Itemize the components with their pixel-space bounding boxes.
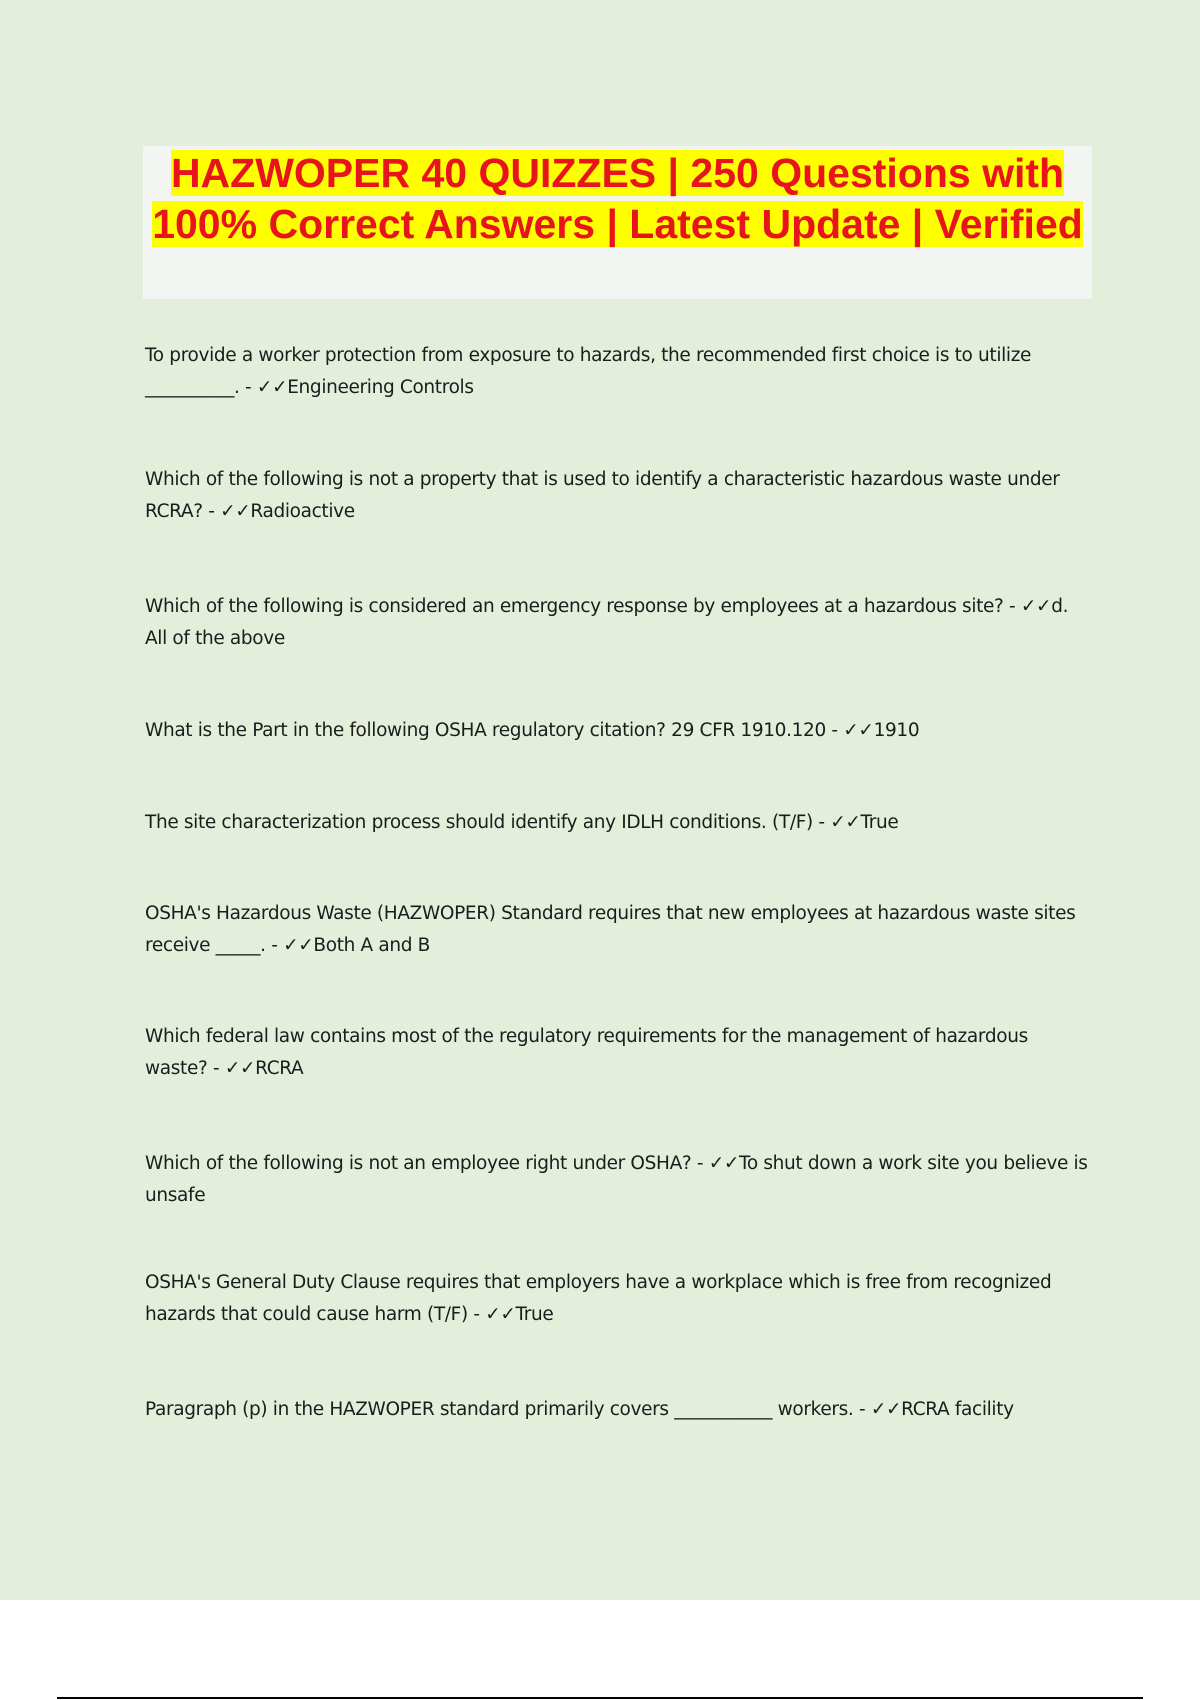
title-banner bbox=[143, 146, 1092, 299]
footer-rule bbox=[57, 1697, 1143, 1699]
document-title-text: HAZWOPER 40 QUIZZES | 250 Questions with 100% Correct Answers | Latest Update | Verified bbox=[152, 150, 1083, 247]
question-answer-6: OSHA's Hazardous Waste (HAZWOPER) Standard requires that new employees at hazardous waste sites receive _____. - ✓✓Both A and B bbox=[145, 903, 1076, 956]
question-answer-10: Paragraph (p) in the HAZWOPER standard primarily covers ___________ workers. - ✓✓RCRA facility bbox=[145, 1399, 1014, 1420]
question-answer-1: To provide a worker protection from exposure to hazards, the recommended first choice is to utilize __________. - ✓✓Engineering Controls bbox=[145, 345, 1032, 398]
question-answer-7: Which federal law contains most of the regulatory requirements for the management of hazardous waste? - ✓✓RCRA bbox=[145, 1026, 1028, 1079]
question-answer-9: OSHA's General Duty Clause requires that employers have a workplace which is free from recognized hazards that could cause harm (T/F) - ✓✓True bbox=[145, 1272, 1052, 1325]
question-answer-3: Which of the following is considered an emergency response by employees at a hazardous site? - ✓✓d. All of the above bbox=[145, 596, 1069, 649]
question-answer-5: The site characterization process should identify any IDLH conditions. (T/F) - ✓✓True bbox=[145, 812, 899, 833]
question-answer-4: What is the Part in the following OSHA regulatory citation? 29 CFR 1910.120 - ✓✓1910 bbox=[145, 720, 920, 741]
document-title bbox=[143, 146, 1092, 250]
question-answer-8: Which of the following is not an employee right under OSHA? - ✓✓To shut down a work site you believe is unsafe bbox=[145, 1153, 1088, 1206]
question-answer-2: Which of the following is not a property that is used to identify a characteristic hazardous waste under RCRA? - ✓✓Radioactive bbox=[145, 469, 1060, 522]
